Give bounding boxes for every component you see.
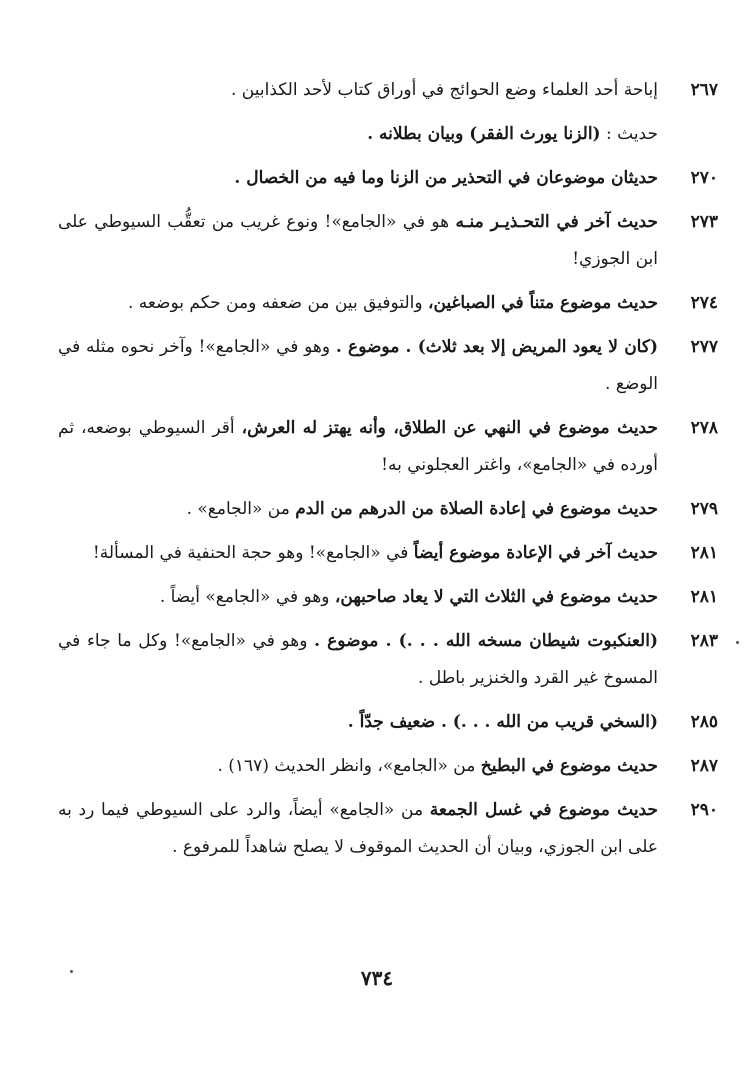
entry-text: إباحة أحد العلماء وضع الحوائج في أوراق كتاب لأحد الكذابين . — [231, 80, 658, 100]
index-entry — [58, 579, 718, 616]
hadith-number: ٢٧٩ — [690, 499, 718, 519]
entry-bold-text: حديث موضوع في الثلاث التي لا يعاد صاحبهن، — [334, 587, 658, 607]
hadith-number: ٢٧٨ — [690, 418, 718, 438]
hadith-number: ٢٨٣ — [690, 631, 718, 651]
hadith-number: ٢٨٧ — [690, 756, 718, 776]
index-entry — [58, 748, 718, 785]
entry-bold-text: (السخي قريب من الله . . .) . ضعيف جدّاً . — [347, 712, 658, 732]
index-entry — [58, 623, 718, 697]
entry-text: من «الجامع»، وانظر الحديث (١٦٧) . — [217, 756, 481, 776]
scan-speck — [70, 970, 73, 973]
index-entries — [58, 72, 718, 873]
page-number: ٧٣٤ — [360, 966, 394, 990]
index-entry — [58, 704, 718, 741]
entry-text: وهو في «الجامع» أيضاً . — [159, 587, 335, 607]
index-entry — [58, 204, 718, 278]
entry-bold-text: حديث آخر في التحـذيـر منـه — [455, 212, 658, 232]
index-entry — [58, 329, 718, 403]
entry-text: من «الجامع» أيضاً، والرد على السيوطي فيما رد به على ابن الجوزي، وبيان أن الحديث الموقوف لا يصلح شاهداً للمرفوع . — [58, 800, 658, 857]
hadith-number: ٢٧٠ — [690, 168, 718, 188]
hadith-number: ٢٧٤ — [690, 293, 718, 313]
hadith-number: ٢٧٣ — [690, 212, 718, 232]
entry-bold-text: حديث موضوع في غسل الجمعة — [429, 800, 658, 820]
index-entry — [58, 535, 718, 572]
entry-text: وهو في «الجامع»! وكل ما جاء في المسوخ غير القرد والخنزير باطل . — [58, 631, 658, 688]
entry-bold-text: حديثان موضوعان في التحذير من الزنا وما فيه من الخصال . — [234, 168, 658, 188]
entry-bold-text: حديث موضوع متناً في الصباغين، — [427, 293, 658, 313]
hadith-number: ٢٨٥ — [690, 712, 718, 732]
entry-prefix: حديث : — [600, 124, 658, 144]
entry-bold-text: حديث آخر في الإعادة موضوع أيضاً — [413, 543, 658, 563]
index-entry — [58, 72, 718, 109]
entry-bold-text: (كان لا يعود المريض إلا بعد ثلاث) . موضوع . — [335, 337, 658, 357]
hadith-number: ٢٧٧ — [690, 337, 718, 357]
entry-bold-text: حديث موضوع في النهي عن الطلاق، وأنه يهتز له العرش، — [241, 418, 658, 438]
entry-text: وهو في «الجامع»! وآخر نحوه مثله في الوضع . — [58, 337, 658, 394]
hadith-number: ٢٦٧ — [690, 80, 718, 100]
entry-text: من «الجامع» . — [186, 499, 296, 519]
entry-text: أقر السيوطي بوضعه، ثم أورده في «الجامع»، واغتر العجلوني به! — [58, 418, 658, 475]
index-entry — [58, 160, 718, 197]
index-entry — [58, 491, 718, 528]
entry-bold-text: حديث موضوع في البطيخ — [480, 756, 658, 776]
entry-bold-text: (العنكبوت شيطان مسخه الله . . .) . موضوع . — [314, 631, 658, 651]
entry-bold-text: (الزنا يورث الفقر) وبيان بطلانه . — [367, 124, 601, 144]
index-entry — [58, 410, 718, 484]
hadith-number: ٢٨١ — [690, 543, 718, 563]
entry-text: والتوفيق بين من ضعفه ومن حكم بوضعه . — [127, 293, 428, 313]
scan-speck — [736, 641, 739, 644]
entry-text: هو في «الجامع»! ونوع غريب من تعقُّب السيوطي على ابن الجوزي! — [58, 212, 658, 269]
index-entry — [58, 792, 718, 866]
index-entry — [58, 116, 658, 153]
entry-text: في «الجامع»! وهو حجة الحنفية في المسألة! — [92, 543, 414, 563]
index-entry — [58, 285, 718, 322]
entry-bold-text: حديث موضوع في إعادة الصلاة من الدرهم من الدم — [295, 499, 658, 519]
hadith-number: ٢٩٠ — [690, 800, 718, 820]
hadith-number: ٢٨١ — [690, 587, 718, 607]
